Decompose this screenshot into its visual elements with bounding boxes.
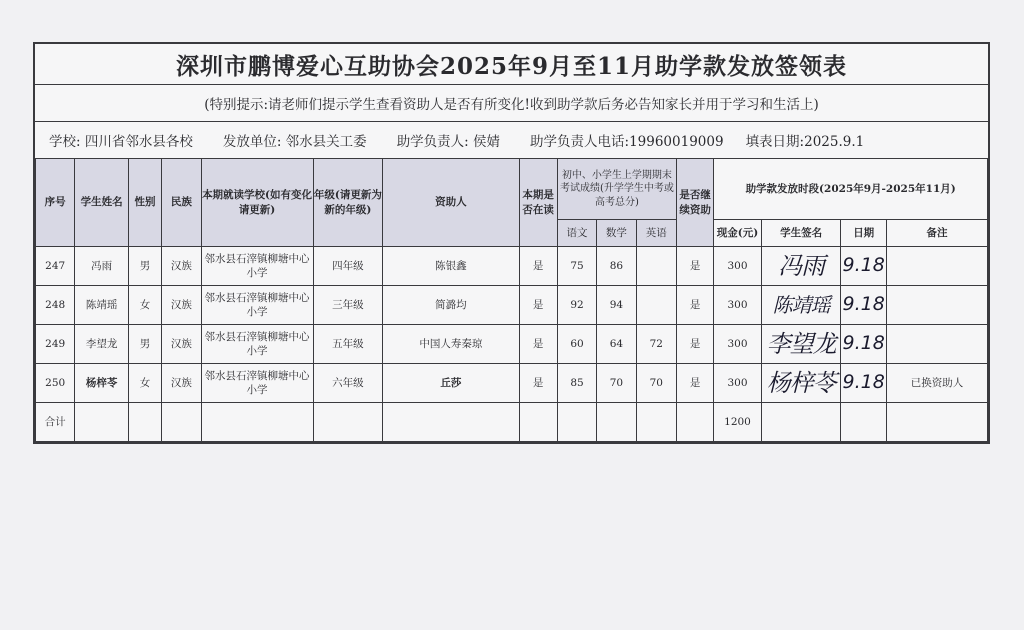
row-date: 9.18	[841, 325, 886, 364]
header-math: 数学	[597, 220, 636, 247]
row-enrolled: 是	[519, 286, 557, 325]
row-remark	[886, 325, 987, 364]
row-ethnicity: 汉族	[162, 325, 201, 364]
row-english	[636, 247, 676, 286]
row-signature: 李望龙	[761, 325, 841, 364]
header-gender: 性别	[128, 159, 161, 247]
table-row	[36, 325, 988, 364]
header-seq: 序号	[36, 159, 75, 247]
info-line	[35, 122, 988, 158]
row-gender: 女	[128, 364, 161, 403]
row-math: 64	[597, 325, 636, 364]
header-name: 学生姓名	[75, 159, 129, 247]
row-gender: 女	[128, 286, 161, 325]
school-info: 学校: 四川省邻水县各校	[49, 134, 193, 150]
phone-info: 助学负责人电话:19960019009	[530, 134, 724, 150]
header-period: 助学款发放时段(2025年9月-2025年11月)	[714, 159, 988, 220]
row-name: 李望龙	[75, 325, 129, 364]
row-seq: 249	[36, 325, 75, 364]
header-scores: 初中、小学生上学期期末考试成绩(升学学生中考或高考总分)	[557, 159, 676, 220]
issuer-info: 发放单位: 邻水县关工委	[222, 134, 367, 150]
row-english: 70	[636, 364, 676, 403]
row-remark	[886, 247, 987, 286]
row-remark	[886, 286, 987, 325]
row-chinese: 85	[557, 364, 596, 403]
row-sponsor: 简潞均	[383, 286, 519, 325]
row-name: 陈靖瑶	[75, 286, 129, 325]
row-enrolled: 是	[519, 247, 557, 286]
table-row	[36, 286, 988, 325]
header-ethnicity: 民族	[162, 159, 201, 247]
row-school: 邻水县石滓镇柳塘中心小学	[201, 325, 313, 364]
row-grade: 三年级	[313, 286, 383, 325]
header-enrolled: 本期是否在读	[519, 159, 557, 247]
table-row	[36, 364, 988, 403]
header-grade: 年级(请更新为新的年级)	[313, 159, 383, 247]
row-signature: 冯雨	[761, 247, 841, 286]
total-row	[36, 403, 988, 442]
row-ethnicity: 汉族	[162, 286, 201, 325]
row-grade: 六年级	[313, 364, 383, 403]
header-date: 日期	[841, 220, 886, 247]
header-remark: 备注	[886, 220, 987, 247]
row-sponsor: 丘莎	[383, 364, 519, 403]
form-sheet	[33, 42, 990, 444]
header-english: 英语	[636, 220, 676, 247]
row-ethnicity: 汉族	[162, 364, 201, 403]
header-cash: 现金(元)	[714, 220, 761, 247]
row-english: 72	[636, 325, 676, 364]
special-notice: (特别提示:请老师们提示学生查看资助人是否有所变化!收到助学款后务必告知家长并用于学习和生活上)	[35, 85, 988, 122]
row-cash: 300	[714, 286, 761, 325]
row-chinese: 75	[557, 247, 596, 286]
row-grade: 五年级	[313, 325, 383, 364]
manager-info: 助学负责人: 侯婧	[396, 134, 501, 150]
row-cash: 300	[714, 325, 761, 364]
row-school: 邻水县石滓镇柳塘中心小学	[201, 286, 313, 325]
row-date: 9.18	[841, 364, 886, 403]
row-signature: 杨梓苓	[761, 364, 841, 403]
row-chinese: 60	[557, 325, 596, 364]
row-sponsor: 陈银鑫	[383, 247, 519, 286]
total-label: 合计	[36, 403, 75, 442]
row-gender: 男	[128, 247, 161, 286]
row-seq: 247	[36, 247, 75, 286]
row-gender: 男	[128, 325, 161, 364]
row-seq: 250	[36, 364, 75, 403]
row-grade: 四年级	[313, 247, 383, 286]
row-continue: 是	[676, 247, 713, 286]
row-sponsor: 中国人寿秦琼	[383, 325, 519, 364]
table-row	[36, 247, 988, 286]
total-cash: 1200	[714, 403, 761, 442]
fill-date-info: 填表日期:2025.9.1	[745, 134, 865, 150]
row-name: 冯雨	[75, 247, 129, 286]
row-cash: 300	[714, 247, 761, 286]
row-chinese: 92	[557, 286, 596, 325]
row-seq: 248	[36, 286, 75, 325]
row-math: 86	[597, 247, 636, 286]
row-continue: 是	[676, 286, 713, 325]
row-enrolled: 是	[519, 325, 557, 364]
row-name: 杨梓苓	[75, 364, 129, 403]
row-remark: 已换资助人	[886, 364, 987, 403]
row-enrolled: 是	[519, 364, 557, 403]
header-continue: 是否继续资助	[676, 159, 713, 247]
header-signature: 学生签名	[761, 220, 841, 247]
grant-table	[35, 158, 988, 442]
row-math: 70	[597, 364, 636, 403]
row-math: 94	[597, 286, 636, 325]
row-cash: 300	[714, 364, 761, 403]
row-continue: 是	[676, 325, 713, 364]
form-title: 深圳市鹏博爱心互助协会2025年9月至11月助学款发放签领表	[35, 44, 988, 85]
row-signature: 陈靖瑶	[761, 286, 841, 325]
row-date: 9.18	[841, 247, 886, 286]
row-date: 9.18	[841, 286, 886, 325]
row-school: 邻水县石滓镇柳塘中心小学	[201, 247, 313, 286]
header-chinese: 语文	[557, 220, 596, 247]
row-ethnicity: 汉族	[162, 247, 201, 286]
row-english	[636, 286, 676, 325]
header-school: 本期就读学校(如有变化请更新)	[201, 159, 313, 247]
row-school: 邻水县石滓镇柳塘中心小学	[201, 364, 313, 403]
row-continue: 是	[676, 364, 713, 403]
header-sponsor: 资助人	[383, 159, 519, 247]
